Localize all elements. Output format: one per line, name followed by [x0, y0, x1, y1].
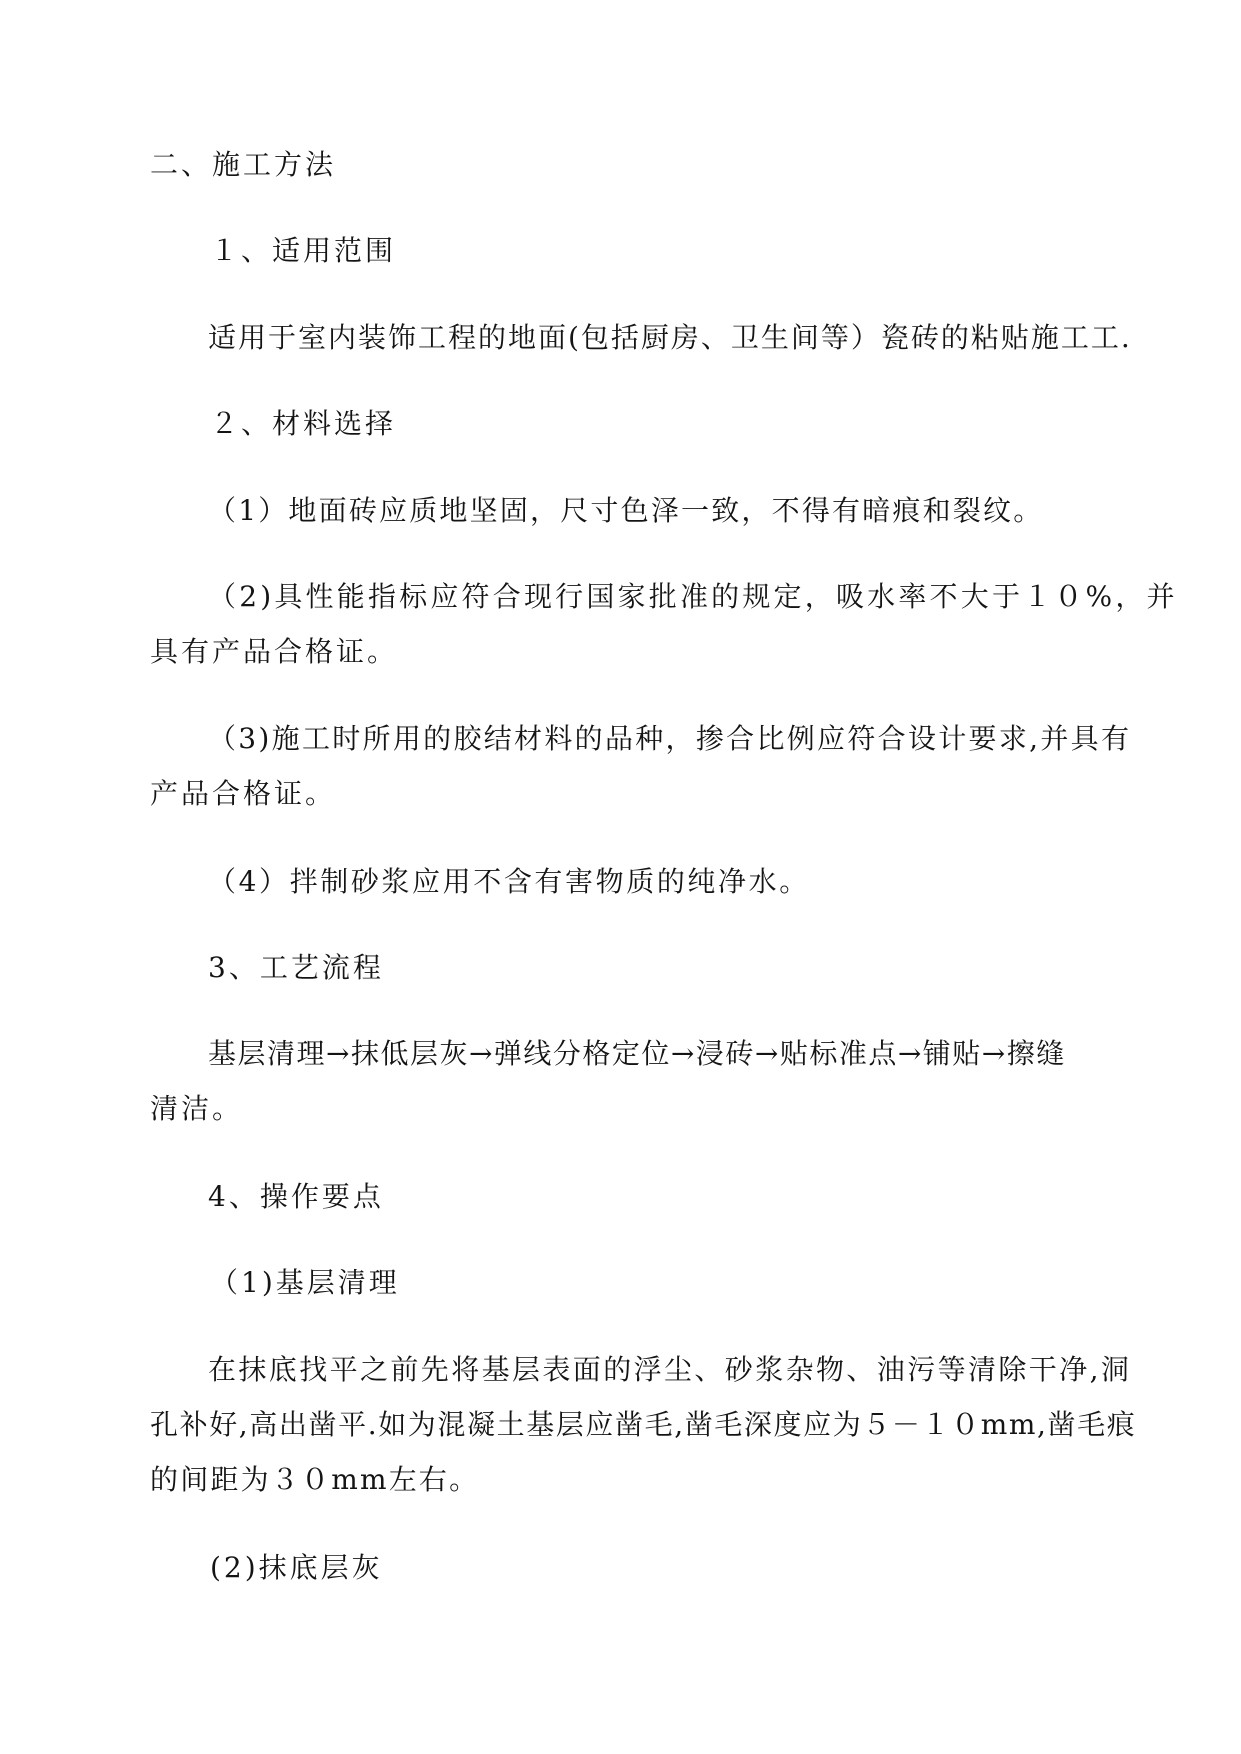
step-2-heading: (2)抹底层灰	[210, 1551, 383, 1584]
material-item-2-line-1: （2)具性能指标应符合现行国家批准的规定，吸水率不大于１０%，并	[208, 580, 1178, 613]
material-item-3-line-1: （3)施工时所用的胶结材料的品种，掺合比例应符合设计要求,并具有	[208, 722, 1132, 755]
materials-heading: ２、材料选择	[210, 407, 397, 440]
step-1-paragraph-line-2: 孔补好,高出凿平.如为混凝土基层应凿毛,凿毛深度应为５－１０mm,凿毛痕	[150, 1408, 1137, 1441]
section-heading: 二、施工方法	[150, 148, 337, 181]
scope-paragraph: 适用于室内装饰工程的地面(包括厨房、卫生间等）瓷砖的粘贴施工工.	[208, 321, 1132, 354]
process-flow-line-2: 清洁。	[150, 1092, 244, 1125]
material-item-2-line-2: 具有产品合格证。	[150, 635, 399, 668]
step-1-heading: （1)基层清理	[210, 1266, 400, 1299]
material-item-1: （1）地面砖应质地坚固，尺寸色泽一致，不得有暗痕和裂纹。	[208, 494, 1044, 527]
step-1-paragraph-line-3: 的间距为３０mm左右。	[150, 1463, 480, 1496]
scope-heading: １、适用范围	[210, 234, 397, 267]
key-points-heading: 4、操作要点	[208, 1180, 384, 1213]
process-heading: 3、工艺流程	[208, 951, 384, 984]
material-item-4: （4）拌制砂浆应用不含有害物质的纯净水。	[208, 865, 810, 898]
process-flow-line-1: 基层清理→抹低层灰→弹线分格定位→浸砖→贴标准点→铺贴→擦缝	[208, 1037, 1066, 1070]
step-1-paragraph-line-1: 在抹底找平之前先将基层表面的浮尘、砂浆杂物、油污等清除干净,洞	[208, 1353, 1132, 1386]
material-item-3-line-2: 产品合格证。	[150, 777, 337, 810]
